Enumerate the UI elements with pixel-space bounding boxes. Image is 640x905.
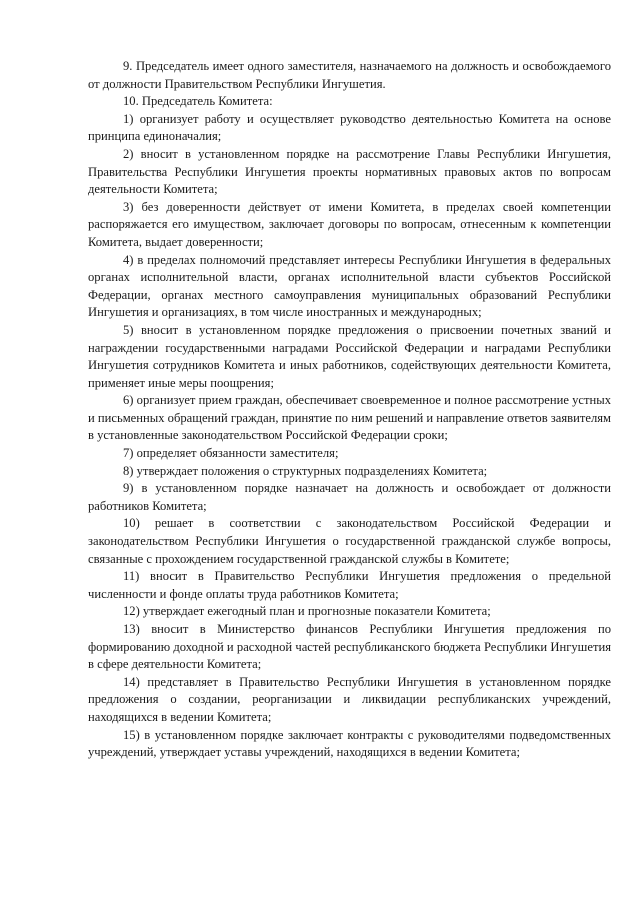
paragraph-item-9: 9. Председатель имеет одного заместителя, назначаемого на должность и освобождаемого от должности Правительством Республики Ингушетия. [88, 59, 611, 91]
subparagraph-11: 11) вносит в Правительство Республики Ингушетия предложения о предельной численности и фонде оплаты труда работников Комитета; [88, 569, 611, 601]
subparagraph-13: 13) вносит в Министерство финансов Республики Ингушетия предложения по формированию доходной и расходной частей республиканского бюджета Республики Ингушетия в сфере деятельности Комитета; [88, 622, 611, 672]
subparagraph-15: 15) в установленном порядке заключает контракты с руководителями подведомственных учреждений, утверждает уставы учреждений, находящихся в ведении Комитета; [88, 727, 611, 760]
subparagraph-5: 5) вносит в установленном порядке предложения о присвоении почетных званий и награждении государственными наградами Российской Федерации и наградами Республики Ингушетия сотрудников Комитета и иных работников, содействующих деятельности Комитета, применяет иные меры поощрения; [88, 322, 611, 390]
subparagraph-10: 10) решает в соответствии с законодательством Российской Федерации и законодательством Республики Ингушетия о государственной гражданской службе вопросы, связанные с прохождением государственной гражданской службы в Комитете; [88, 516, 611, 566]
subparagraph-4: 4) в пределах полномочий представляет интересы Республики Ингушетия в федеральных органах исполнительной власти, органах исполнительной власти субъектов Российской Федерации, органах местного самоуправления муниципальных образований Республики Ингушетия и организациях, в том числе иностранных и международных; [88, 252, 611, 320]
subparagraph-1: 1) организует работу и осуществляет руководство деятельностью Комитета на основе принципа единоначалия; [88, 111, 611, 144]
subparagraph-7: 7) определяет обязанности заместителя; [123, 446, 339, 461]
paragraph-item-10: 10. Председатель Комитета: [123, 94, 273, 109]
subparagraph-14: 14) представляет в Правительство Республики Ингушетия в установленном порядке предложения о создании, реорганизации и ликвидации республиканских учреждений, находящихся в ведении Комитета; [88, 674, 611, 724]
subparagraph-3: 3) без доверенности действует от имени Комитета, в пределах своей компетенции распоряжается его имуществом, заключает договоры по вопросам, отнесенным к компетенции Комитета, выдает доверенности; [88, 199, 611, 249]
subparagraph-2: 2) вносит в установленном порядке на рассмотрение Главы Республики Ингушетия, Правительства Республики Ингушетия проекты нормативных правовых актов по вопросам деятельности Комитета; [88, 146, 611, 197]
subparagraph-8: 8) утверждает положения о структурных подразделениях Комитета; [123, 463, 488, 478]
document-page [88, 58, 611, 762]
subparagraph-6: 6) организует прием граждан, обеспечивает своевременное и полное рассмотрение устных и письменных обращений граждан, принятие по ним решений и направление ответов заявителям в установленные законодательством Российской Федерации сроки; [88, 393, 611, 443]
subparagraph-12: 12) утверждает ежегодный план и прогнозные показатели Комитета; [123, 604, 491, 619]
subparagraph-9: 9) в установленном порядке назначает на должность и освобождает от должности работников Комитета; [88, 481, 611, 513]
